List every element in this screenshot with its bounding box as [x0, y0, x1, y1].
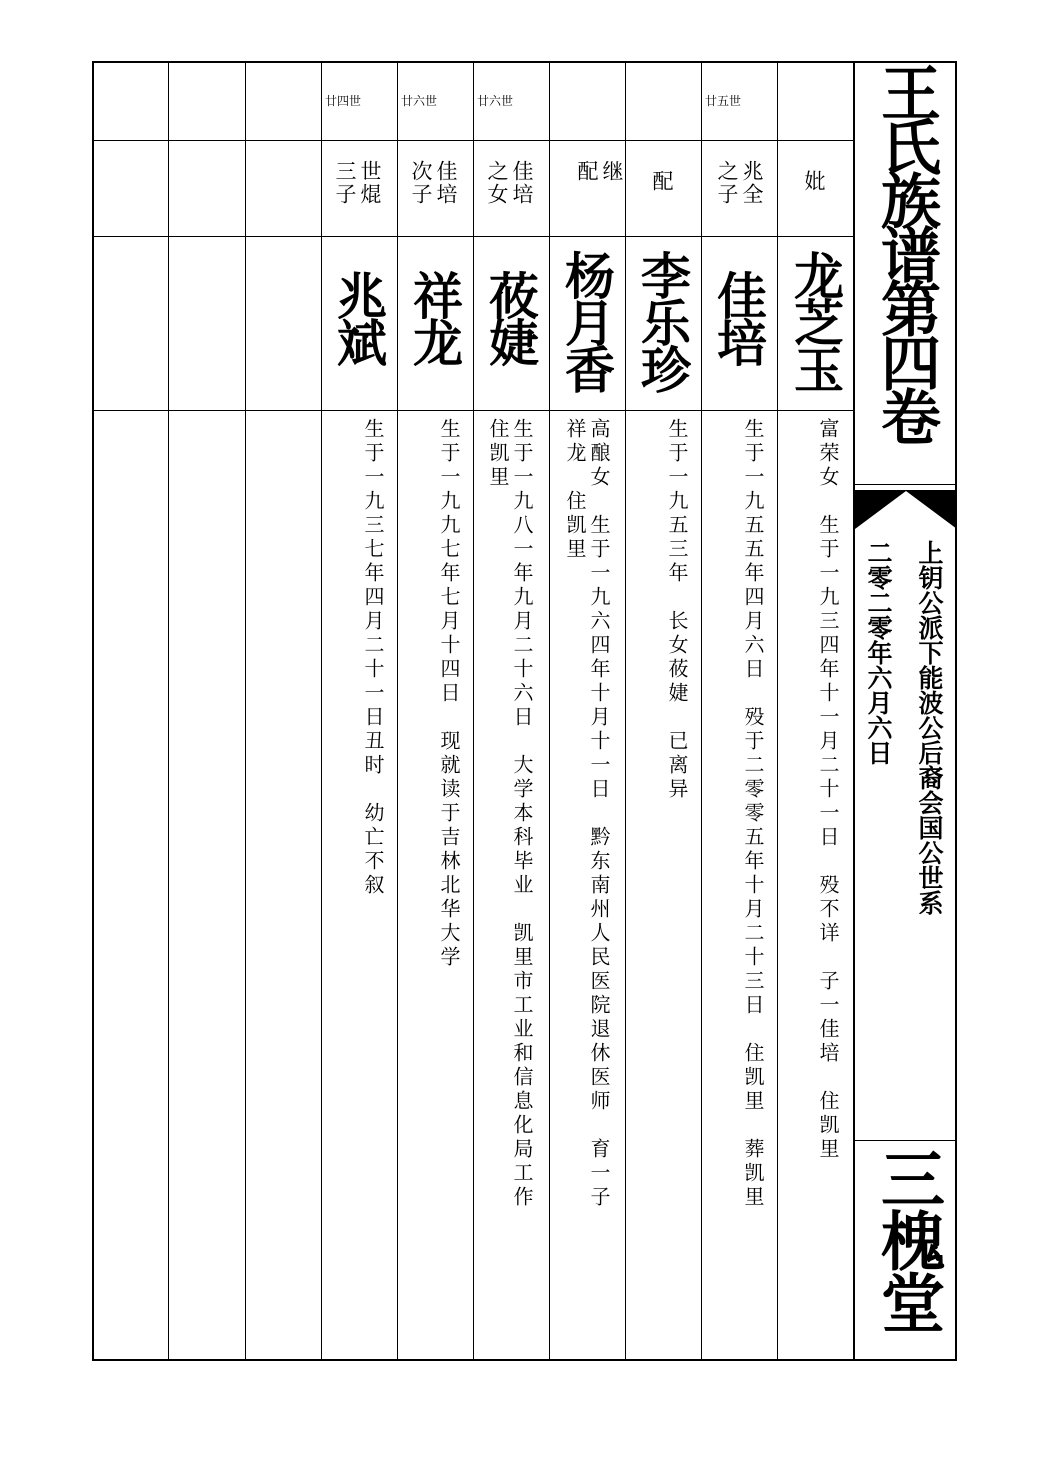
column-divider — [549, 61, 550, 1361]
person-name: 佳培 — [709, 270, 768, 364]
relation-label: 配 — [650, 170, 674, 193]
person-name: 兆斌 — [329, 270, 388, 364]
column-divider — [777, 61, 778, 1361]
relation-label: 世焜 三子 — [333, 160, 382, 206]
person-description: 生于一九三七年四月二十一日丑时 幼亡不叙 — [361, 418, 385, 898]
hall-separator — [855, 1140, 957, 1141]
generation-label: 廿五世 — [705, 94, 742, 108]
column-divider — [168, 61, 169, 1361]
lineage-subtitle: 上钥公派下能波公后裔会国公世系 — [915, 540, 944, 915]
person-description: 生于一九五五年四月六日 殁于二零零五年十月二十三日 住凯里 葬凯里 — [741, 418, 765, 1210]
person-description: 生于一九九七年七月十四日 现就读于吉林北华大学 — [437, 418, 461, 970]
person-name: 李乐珍 — [633, 250, 692, 391]
person-description: 生于一九五三年 长女莜婕 已离异 — [665, 418, 689, 802]
ribbon-banner-icon — [855, 491, 957, 533]
person-description: 高酿女 生于一九六四年十月十一日 黔东南州人民医院退休医师 育一子 祥龙 住凯里 — [563, 418, 611, 1210]
title-panel-border — [853, 61, 855, 1361]
generation-label: 廿六世 — [477, 94, 514, 108]
title-separator — [855, 484, 957, 485]
book-title: 王氏族谱第四卷 — [871, 62, 941, 440]
relation-label: 兆全 之子 — [715, 160, 764, 206]
column-divider — [701, 61, 702, 1361]
column-divider — [397, 61, 398, 1361]
relation-label: 佳培 次子 — [409, 160, 458, 206]
column-divider — [245, 61, 246, 1361]
relation-label: 继 配 — [575, 160, 624, 183]
column-divider — [473, 61, 474, 1361]
person-name: 龙芝玉 — [786, 250, 845, 391]
relation-label: 妣 — [802, 170, 826, 193]
generation-label: 廿四世 — [325, 94, 362, 108]
hall-name: 三槐堂 — [870, 1146, 945, 1332]
generation-label: 廿六世 — [401, 94, 438, 108]
column-divider — [625, 61, 626, 1361]
column-divider — [321, 61, 322, 1361]
person-name: 杨月香 — [557, 250, 616, 391]
relation-label: 佳培 之女 — [485, 160, 534, 206]
person-description: 富荣女 生于一九三四年十一月二十一日 殁不详 子一佳培 住凯里 — [816, 418, 840, 1162]
person-name: 莜婕 — [481, 270, 540, 364]
compile-date: 二零二零年六月六日 — [864, 540, 893, 765]
person-description: 生于一九八一年九月二十六日 大学本科毕业 凯里市工业和信息化局工作 住凯里 — [486, 418, 534, 1210]
person-name: 祥龙 — [405, 270, 464, 364]
